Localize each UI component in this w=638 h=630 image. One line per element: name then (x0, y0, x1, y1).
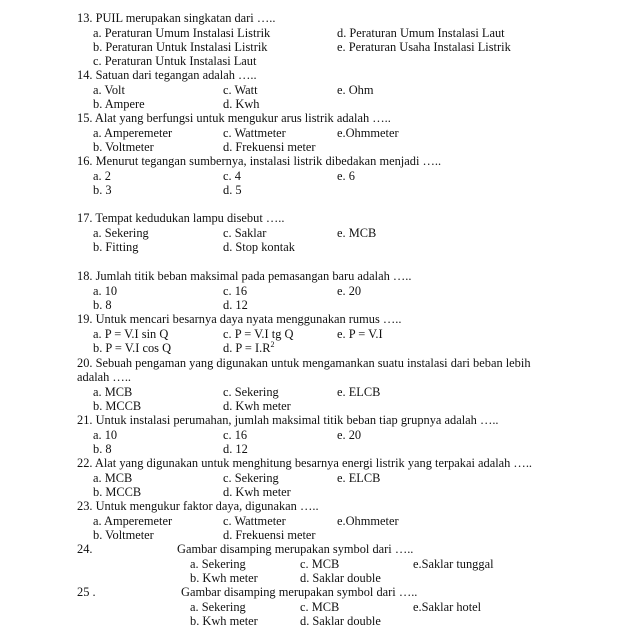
option-c: c. Watt (223, 83, 258, 97)
option-b: b. P = V.I cos Q (93, 341, 172, 355)
option-d: d. Frekuensi meter (223, 528, 316, 542)
option-c: c. MCB (300, 557, 340, 571)
question-20: 20. Sebuah pengaman yang digunakan untuk mengamankan suatu instalasi dari beban lebih (77, 356, 531, 370)
option-e: e. ELCB (337, 385, 381, 399)
question-23: 23. Untuk mengukur faktor daya, digunakan ….. (77, 499, 319, 513)
question-24: Gambar disamping merupakan symbol dari ….. (177, 542, 414, 556)
question-19: 19. Untuk mencari besarnya daya nyata menggunakan rumus ….. (77, 312, 402, 326)
question-16: 16. Menurut tegangan sumbernya, instalasi listrik dibedakan menjadi ….. (77, 154, 442, 168)
option-c: c. Wattmeter (223, 514, 286, 528)
option-b: b. MCCB (93, 485, 142, 499)
option-a: a. Sekering (190, 600, 246, 614)
option-e: e.Saklar hotel (413, 600, 482, 614)
question-14: 14. Satuan dari tegangan adalah ….. (77, 68, 257, 82)
question-22: 22. Alat yang digunakan untuk menghitung besarnya energi listrik yang terpakai adalah ….. (77, 456, 533, 470)
question-17: 17. Tempat kedudukan lampu disebut ….. (77, 211, 285, 225)
option-d: d. Kwh meter (223, 399, 291, 413)
option-c: c. 4 (223, 169, 241, 183)
option-e: e. Ohm (337, 83, 374, 97)
option-a: a. 2 (93, 169, 111, 183)
option-d: d. Frekuensi meter (223, 140, 316, 154)
option-b: b. Kwh meter (190, 571, 258, 585)
option-b: b. 3 (93, 183, 112, 197)
option-d: d. Saklar double (300, 571, 381, 585)
question-25-number: 25 . (77, 585, 96, 599)
option-a: a. Sekering (93, 226, 149, 240)
option-d: d. 12 (223, 442, 248, 456)
option-c: c. 16 (223, 428, 248, 442)
option-e: e.Saklar tunggal (413, 557, 494, 571)
question-24-number: 24. (77, 542, 93, 556)
option-c: c. P = V.I tg Q (223, 327, 294, 341)
option-a: a. P = V.I sin Q (93, 327, 169, 341)
option-e: e. P = V.I (337, 327, 383, 341)
question-21: 21. Untuk instalasi perumahan, jumlah maksimal titik beban tiap grupnya adalah ….. (77, 413, 499, 427)
option-d-text: d. P = I.R (223, 341, 271, 355)
option-b: b. MCCB (93, 399, 142, 413)
option-a: a. Amperemeter (93, 126, 173, 140)
option-b: b. 8 (93, 298, 112, 312)
option-c: c. 16 (223, 284, 248, 298)
option-a: a. Volt (93, 83, 125, 97)
option-a: a. 10 (93, 428, 118, 442)
option-c: c. MCB (300, 600, 340, 614)
question-20-continuation: adalah ….. (77, 370, 132, 384)
option-e: e. 20 (337, 284, 362, 298)
question-15: 15. Alat yang berfungsi untuk mengukur arus listrik adalah ….. (77, 111, 391, 125)
option-c: c. Peraturan Untuk Instalasi Laut (93, 54, 257, 68)
option-a: a. Sekering (190, 557, 246, 571)
option-b: b. Voltmeter (93, 528, 154, 542)
question-13: 13. PUIL merupakan singkatan dari ….. (77, 11, 276, 25)
option-b: b. Fitting (93, 240, 139, 254)
option-c: c. Sekering (223, 385, 279, 399)
option-c: c. Wattmeter (223, 126, 286, 140)
option-a: a. MCB (93, 471, 133, 485)
option-b: b. Ampere (93, 97, 145, 111)
option-a: a. Peraturan Umum Instalasi Listrik (93, 26, 271, 40)
option-d: d. 5 (223, 183, 242, 197)
option-d (223, 341, 275, 355)
option-a: a. 10 (93, 284, 118, 298)
option-e: e.Ohmmeter (337, 514, 399, 528)
option-a: a. Amperemeter (93, 514, 173, 528)
option-d: d. Kwh meter (223, 485, 291, 499)
question-18: 18. Jumlah titik beban maksimal pada pemasangan baru adalah ….. (77, 269, 412, 283)
option-b: b. Voltmeter (93, 140, 154, 154)
option-d: d. 12 (223, 298, 248, 312)
option-b: b. Peraturan Untuk Instalasi Listrik (93, 40, 268, 54)
option-b: b. 8 (93, 442, 112, 456)
option-d: d. Peraturan Umum Instalasi Laut (337, 26, 505, 40)
option-e: e. ELCB (337, 471, 381, 485)
option-e: e. MCB (337, 226, 377, 240)
option-c: c. Saklar (223, 226, 267, 240)
option-b: b. Kwh meter (190, 614, 258, 628)
superscript-2: 2 (270, 339, 275, 349)
option-a: a. MCB (93, 385, 133, 399)
option-d: d. Stop kontak (223, 240, 295, 254)
option-d: d. Saklar double (300, 614, 381, 628)
option-d: d. Kwh (223, 97, 260, 111)
option-e: e. 20 (337, 428, 362, 442)
option-e: e. Peraturan Usaha Instalasi Listrik (337, 40, 511, 54)
question-25: Gambar disamping merupakan symbol dari ….. (181, 585, 418, 599)
option-e: e.Ohmmeter (337, 126, 399, 140)
option-c: c. Sekering (223, 471, 279, 485)
option-e: e. 6 (337, 169, 355, 183)
